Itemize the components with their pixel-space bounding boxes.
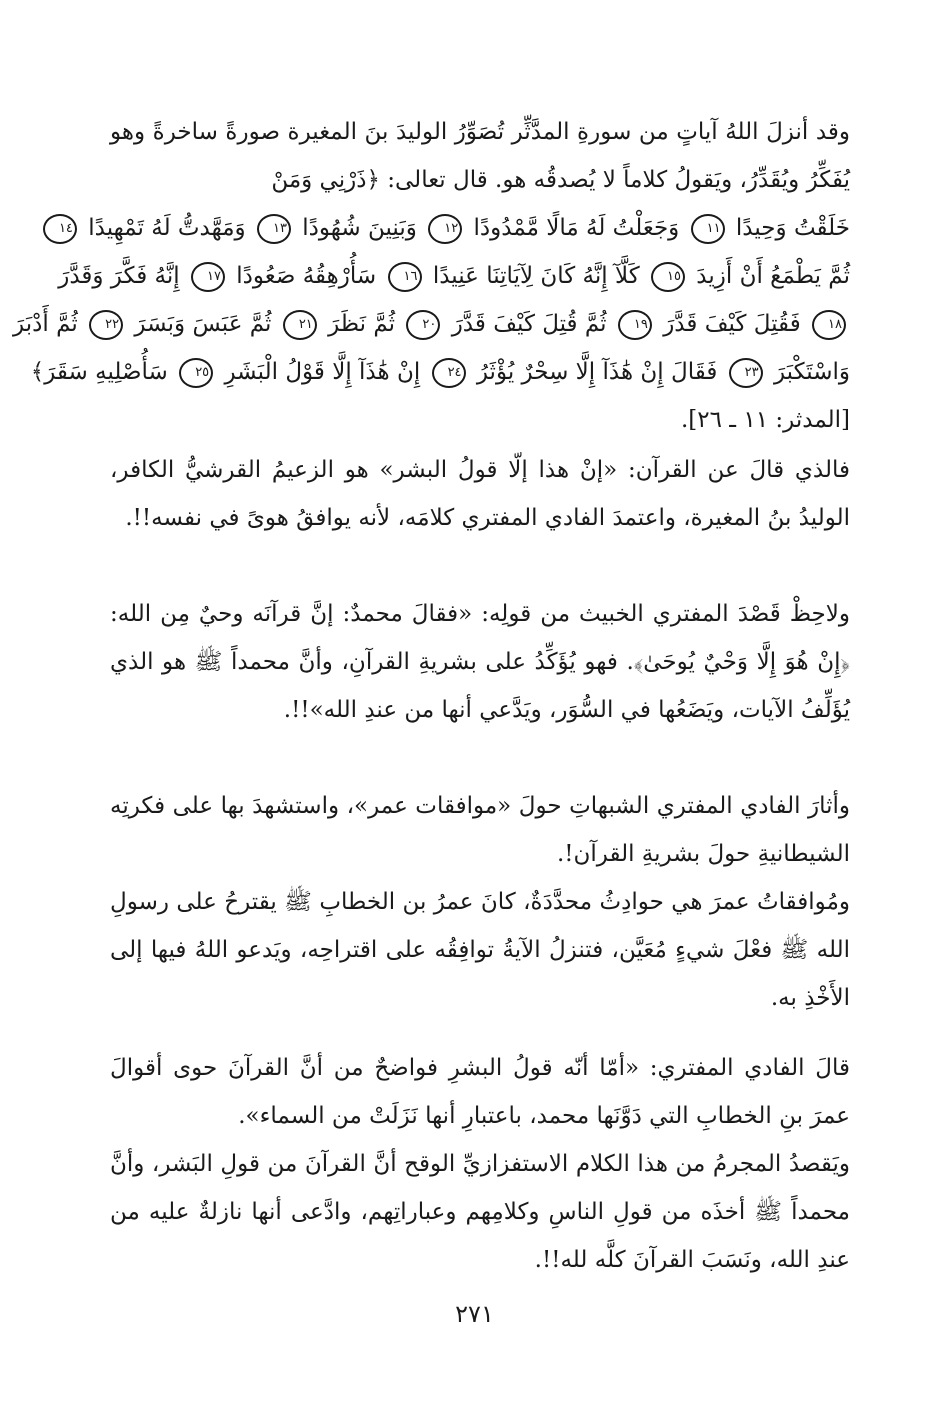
verse-text: ثُمَّ قُتِلَ كَيْفَ قَدَّرَ xyxy=(451,311,607,337)
verse-text: فَقَالَ إِنْ هَٰذَآ إِلَّا سِحْرٌ يُؤْثَرُ xyxy=(476,359,718,385)
ayah-number-marker: ٢١ xyxy=(283,310,317,340)
verse-text: ثُمَّ أَدْبَرَ xyxy=(13,311,78,337)
verse-text: وَمَهَّدتُّ لَهُ تَمْهِيدًا xyxy=(88,215,246,241)
quran-verse-line-2 xyxy=(58,252,850,300)
verse-text: وَاسْتَكْبَرَ xyxy=(773,359,850,385)
paragraph-6: قالَ الفادي المفتري: «أمّا أنّه قولُ البشرِ فواضحٌ من أنَّ القرآنَ حوى أقوالَ عمرَ بنِ الخطابِ التي دَوَّنَها محمد، باعتبارِ أنها نَزَلَتْ من السماء». xyxy=(110,1055,850,1129)
ayah-number-marker: ١٦ xyxy=(388,262,422,292)
verse-text: سَأُرْهِقُهُ صَعُودًا xyxy=(236,263,377,289)
verse-text: كَلَّآ إِنَّهُ كَانَ لِآيَاتِنَا عَنِيدًا xyxy=(432,263,640,289)
verse-text: ثُمَّ نَظَرَ xyxy=(328,311,396,337)
ayah-number-marker: ١٩ xyxy=(618,310,652,340)
verse-text: سَأُصْلِيهِ سَقَرَ﴾ xyxy=(30,359,168,385)
ayah-number-marker: ٢٥ xyxy=(179,358,213,388)
ayah-number-marker: ١٣ xyxy=(257,214,291,244)
ayah-number-marker: ١٥ xyxy=(651,262,685,292)
page-number: ٢٧١ xyxy=(455,1300,494,1328)
ayah-number-marker: ١٨ xyxy=(812,310,846,340)
surah-citation: [المدثر: ١١ ـ ٢٦]. xyxy=(680,407,850,433)
quran-verse-line-1 xyxy=(58,204,850,252)
verse-text: وَجَعَلْتُ لَهُ مَالًا مَّمْدُودًا xyxy=(473,215,680,241)
ayah-number-marker: ١٤ xyxy=(43,214,77,244)
verse-text: إِنَّهُ فَكَّرَ وَقَدَّرَ xyxy=(58,263,180,289)
paragraph-7: ويَقصدُ المجرمُ من هذا الكلام الاستفزازيِّ الوقح أنَّ القرآنَ من قولِ البَشر، وأنَّ محمداً ﷺ أخذَه من قولِ الناسِ وكلامِهم وعباراتِهم، وادَّعى أنها نازلةٌ عليه من عندِ الله، ونَسَبَ القرآنَ كلَّه لله!!. xyxy=(110,1151,850,1273)
paragraph-5: ومُوافقاتُ عمرَ هي حوادِثُ محدَّدَةٌ، كانَ عمرُ بن الخطابِ ﷺ يقترحُ على رسولِ الله ﷺ فعْلَ شيءٍ مُعَيَّن، فتنزلُ الآيةُ توافِقُه على اقتراحِه، ويَدعو اللهُ فيها إلى الأَخْذِ به. xyxy=(110,889,850,1011)
paragraph-2: فالذي قالَ عن القرآن: «إنْ هذا إلّا قولُ البشر» هو الزعيمُ القرشيُّ الكافر، الوليدُ بنُ المغيرة، واعتمدَ الفادي المفتري كلامَه، لأنه يوافقُ هوىً في نفسه!!. xyxy=(110,457,850,531)
verse-text: إِنْ هَٰذَآ إِلَّا قَوْلُ الْبَشَرِ xyxy=(224,359,421,385)
ayah-number-marker: ١١ xyxy=(691,214,725,244)
ayah-number-marker: ٢٤ xyxy=(432,358,466,388)
verse-text: ثُمَّ عَبَسَ وَبَسَرَ xyxy=(134,311,272,337)
ayah-number-marker: ٢٢ xyxy=(89,310,123,340)
quran-verse-line-4 xyxy=(30,348,850,396)
ayah-number-marker: ١٢ xyxy=(428,214,462,244)
verse-text: ثُمَّ يَطْمَعُ أَنْ أَزِيدَ xyxy=(696,263,850,289)
ayah-number-marker: ٢٣ xyxy=(729,358,763,388)
paragraph-intro: وقد أنزلَ اللهُ آياتٍ من سورةِ المدَّثِّر تُصَوِّرُ الوليدَ بنَ المغيرة صورةً ساخرةً وهو يُفَكِّرُ ويُقَدِّرُ، ويَقولُ كلاماً لا يُصدقُه هو. قال تعالى: ﴿ذَرْنِي وَمَنْ xyxy=(110,119,850,193)
paragraph-3: ولاحِظْ قَصْدَ المفتري الخبيث من قولِه: «فقالَ محمدٌ: إنَّ قرآنَه وحيٌ مِن الله: ﴿إِنْ هُوَ إِلَّا وَحْيٌ يُوحَىٰ﴾. فهو يُؤَكِّدُ على بشريةِ القرآنِ، وأنَّ محمداً ﷺ هو الذي يُؤَلِّفُ الآيات، ويَضَعُها في السُّوَر، ويَدَّعي أنها من عندِ الله»!!. xyxy=(110,601,850,723)
paragraph-4: وأثارَ الفادي المفتري الشبهاتِ حولَ «موافقات عمر»، واستشهدَ بها على فكرتِه الشيطانيةِ حولَ بشريةِ القرآن!. xyxy=(110,793,850,867)
ayah-number-marker: ١٧ xyxy=(191,262,225,292)
verse-text: وَبَنِينَ شُهُودًا xyxy=(302,215,417,241)
verse-text: فَقُتِلَ كَيْفَ قَدَّرَ xyxy=(663,311,801,337)
quran-verse-line-3 xyxy=(13,300,850,348)
verse-text: خَلَقْتُ وَحِيدًا xyxy=(735,215,850,241)
ayah-number-marker: ٢٠ xyxy=(406,310,440,340)
